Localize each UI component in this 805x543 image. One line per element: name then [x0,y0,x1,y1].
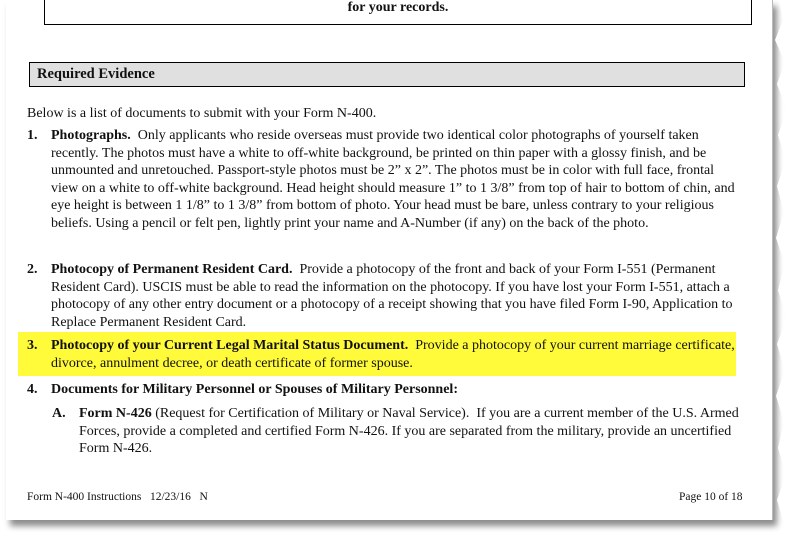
sub-item-form-n426 [52,405,742,458]
item-text: Provide a photocopy of the front and back of your Form I-551 (Permanent Resident Card). USCIS must be able to read the information on the photocopy. If you have lost your Form I-551, attach a photocopy of any other entry document or a photocopy of a receipt showing that you have filed Form I-90, Application to Replace Permanent Resident Card. [51,262,733,330]
section-header [29,62,745,87]
list-item-marital-status [27,337,737,372]
item-title: Photocopy of your Current Legal Marital Status Document. [51,338,409,353]
torn-edge-effect [765,0,805,543]
list-item-resident-card [27,261,737,331]
document-page [6,0,773,520]
footer-page-number: Page 10 of 18 [679,491,743,503]
item-title: Photographs. [51,128,131,143]
sub-item-title: Form N-426 [79,406,152,421]
item-number: 2. [27,262,38,277]
sub-item-letter: A. [52,406,66,421]
item-number: 3. [27,338,38,353]
item-title: Photocopy of Permanent Resident Card. [51,262,293,277]
item-number: 4. [27,382,38,397]
section-title: Required Evidence [37,66,155,82]
item-title: Documents for Military Personnel or Spouses of Military Personnel: [51,382,458,397]
sub-item-text: If you are a current member of the U.S. Armed Forces, provide a completed and certified Form N-426. If you are separated from the military, provide an uncertified Form N-426. [79,406,739,456]
item-text: Provide a photocopy of your current marriage certificate, divorce, annulment decree, or death certificate of former spouse. [51,338,735,371]
item-number: 1. [27,128,38,143]
records-box [44,0,752,25]
sub-item-paren: (Request for Certification of Military or Naval Service). [155,406,470,421]
footer-form-info: Form N-400 Instructions 12/23/16 N [27,491,208,503]
list-item-photographs [27,127,737,232]
records-box-text: for your records. [347,0,449,15]
list-item-military [27,381,737,399]
item-text: Only applicants who reside overseas must provide two identical color photographs of yourself taken recently. The photos must have a white to off-white background, be printed on thin paper with a glossy finish, and be unmounted and unretouched. Passport-style photos must be 2” x 2”. The photos must be in color with full face, frontal view on a white to off-white background. Head height should measure 1” to 1 3/8” from top of hair to bottom of chin, and eye height is between 1 1/8” to 1 3/8” from bottom of photo. Your head must be bare, unless contrary to your religious beliefs. Using a pencil or felt pen, lightly print your name and A-Number (if any) on the back of the photo. [51,128,735,231]
intro-text: Below is a list of documents to submit with your Form N-400. [27,106,377,121]
